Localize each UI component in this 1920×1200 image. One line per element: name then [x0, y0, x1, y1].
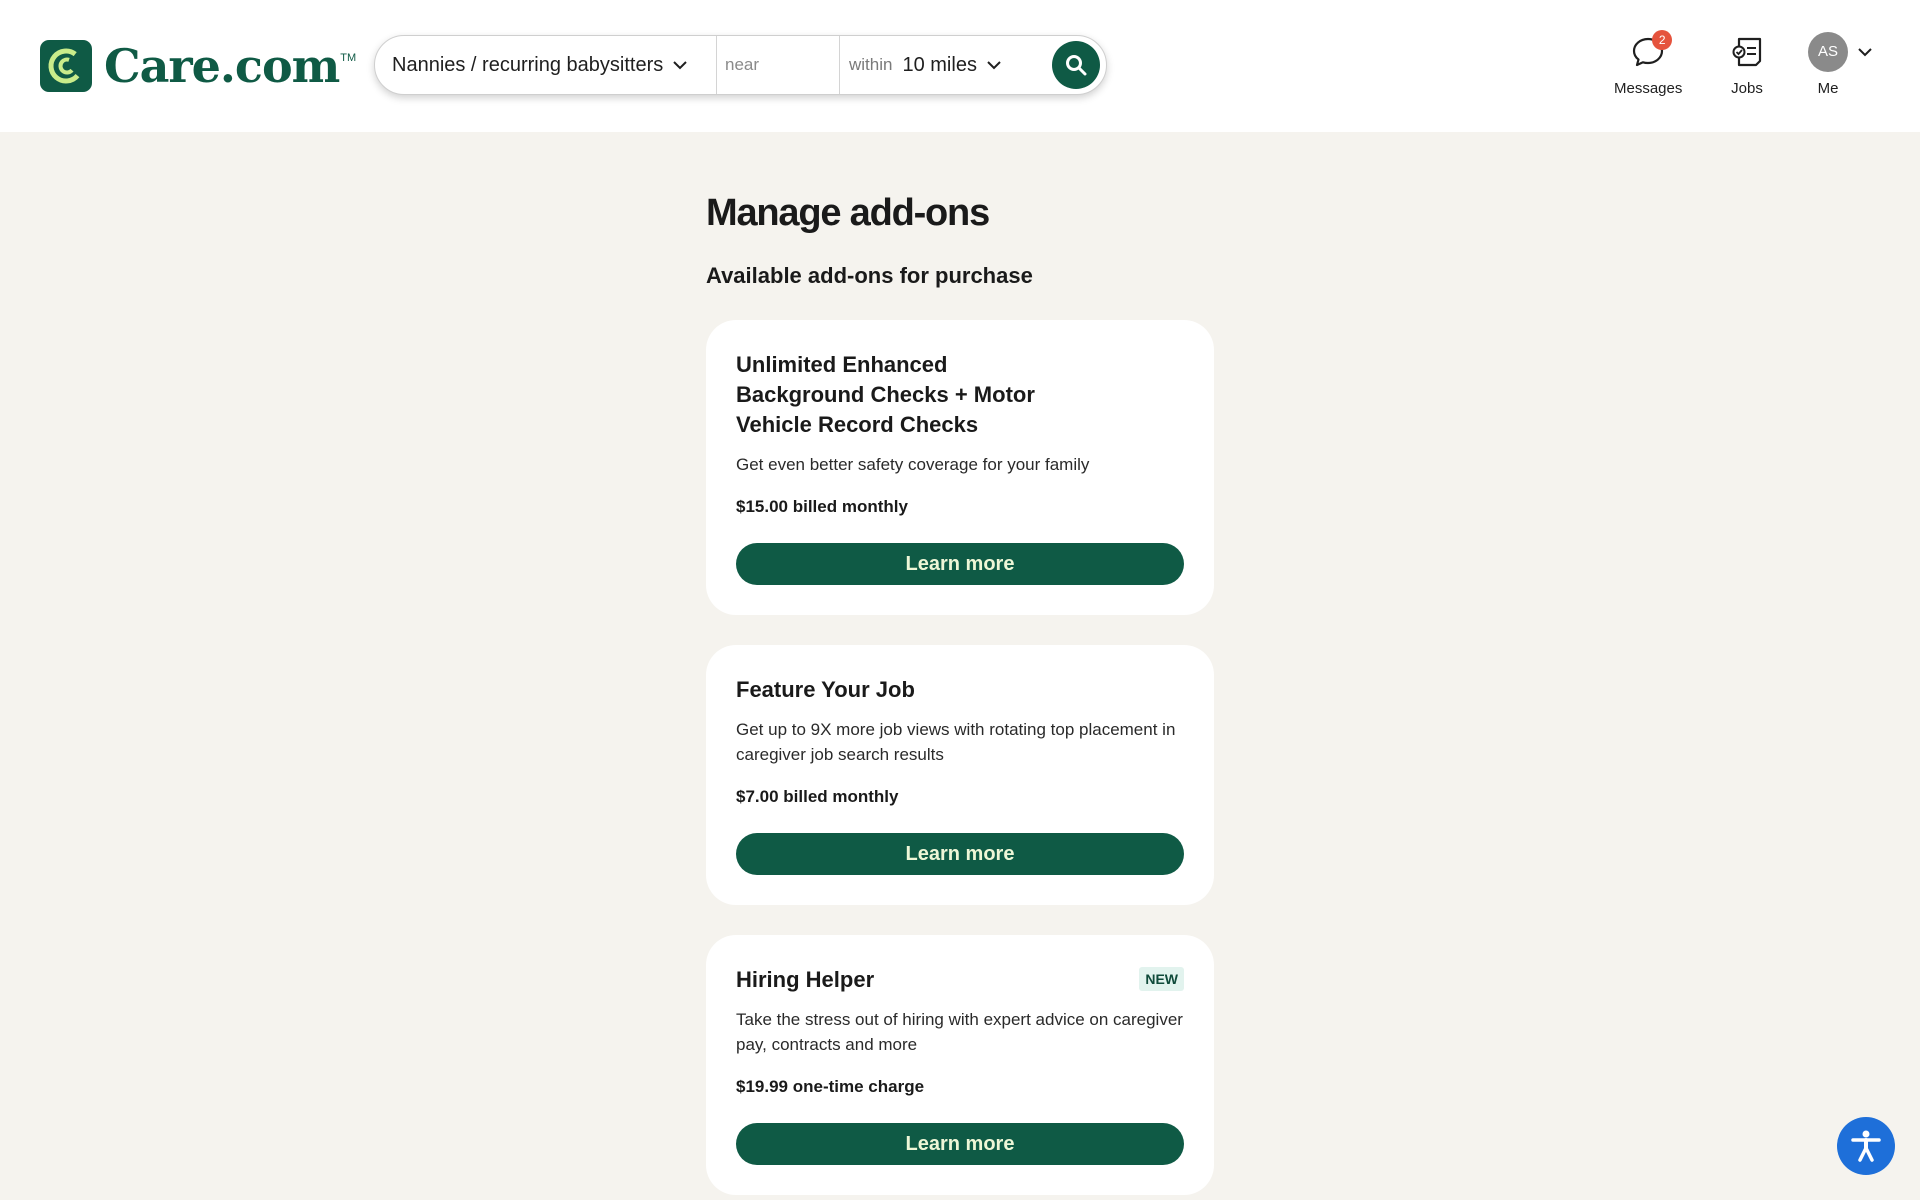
accessibility-button[interactable] [1837, 1117, 1895, 1175]
near-location [717, 36, 840, 94]
addon-description: Get even better safety coverage for your family [736, 455, 1090, 474]
messages-icon-wrap [1628, 32, 1668, 72]
chevron-down-icon [987, 61, 1001, 70]
addon-card-hiring-helper [706, 935, 1214, 1195]
addon-price: $15.00 billed monthly [736, 497, 908, 516]
learn-more-button[interactable]: Learn more [736, 1123, 1184, 1165]
avatar: AS [1808, 32, 1848, 72]
learn-more-button[interactable]: Learn more [736, 543, 1184, 585]
jobs-icon-wrap [1727, 32, 1767, 72]
distance-dropdown[interactable] [840, 36, 1052, 94]
distance-value: 10 miles [902, 53, 977, 76]
section-heading: Available add-ons for purchase [706, 263, 1033, 288]
within-label: within [849, 55, 893, 74]
addon-description: Take the stress out of hiring with expert advice on caregiver pay, contracts and more [736, 1010, 1183, 1054]
nav-account-menu[interactable] [1808, 32, 1872, 97]
addon-title: Feature Your Job [736, 677, 915, 702]
addon-card-background-checks [706, 320, 1214, 615]
addon-title: Unlimited Enhanced Background Checks + Motor Vehicle Record Checks [736, 352, 1035, 437]
addon-price: $19.99 one-time charge [736, 1077, 925, 1096]
care-logo[interactable] [40, 38, 356, 94]
jobs-label: Jobs [1731, 80, 1763, 97]
page-title: Manage add-ons [706, 192, 990, 234]
search-button[interactable] [1052, 41, 1100, 89]
messages-label: Messages [1614, 80, 1683, 97]
unread-count-badge: 2 [1652, 30, 1672, 50]
brand-name: Care.com [104, 39, 340, 93]
jobs-checklist-icon [1730, 35, 1764, 69]
care-logo-icon [40, 40, 92, 92]
search-bar [374, 35, 1107, 95]
top-header [0, 0, 1920, 132]
account-avatar-wrap [1808, 32, 1872, 72]
addon-card-feature-job [706, 645, 1214, 905]
service-type-value: Nannies / recurring babysitters [392, 53, 664, 76]
service-type-dropdown[interactable] [375, 36, 717, 94]
near-input[interactable] [717, 36, 839, 94]
learn-more-button[interactable]: Learn more [736, 833, 1184, 875]
addon-title: Hiring Helper [736, 967, 875, 992]
addon-description: Get up to 9X more job views with rotating top placement in caregiver job search results [736, 720, 1176, 764]
accessibility-icon [1849, 1129, 1883, 1163]
addon-price: $7.00 billed monthly [736, 787, 899, 806]
trademark: TM [340, 52, 357, 64]
chevron-down-icon [673, 61, 687, 70]
search-icon [1065, 54, 1087, 76]
nav-messages[interactable] [1614, 32, 1682, 97]
new-badge: NEW [1139, 967, 1184, 991]
chevron-down-icon [1858, 48, 1872, 57]
me-label: Me [1817, 80, 1839, 97]
main-content [706, 132, 1216, 1155]
nav-jobs[interactable] [1727, 32, 1767, 97]
